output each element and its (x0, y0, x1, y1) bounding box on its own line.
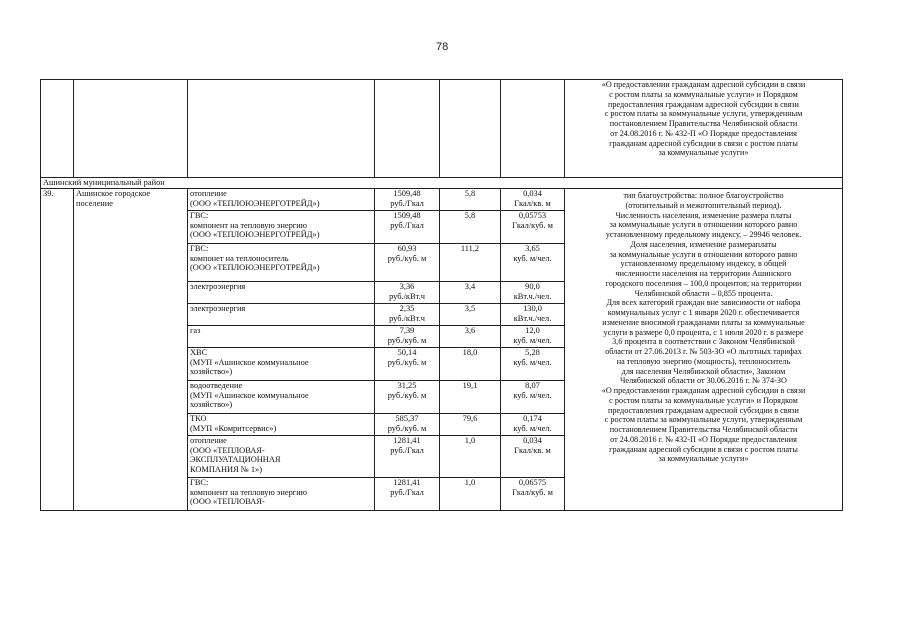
growth-percent: 111,2 (440, 244, 501, 282)
description-line: на тепловую энергию (мощность), теплоноситель (616, 356, 791, 366)
consumption-norm: 12,0 куб. м/чел. (501, 326, 565, 348)
basis-line: предоставления гражданам адресной субсидии в связи (608, 99, 799, 109)
service-name: ХВС (МУП «Ашинское коммунальное хозяйство») (188, 348, 375, 381)
basis-line: от 24.08.2016 г. № 432-П «О Порядке предоставления (610, 128, 797, 138)
consumption-norm: 130,0 кВт.ч./чел. (501, 304, 565, 326)
growth-percent: 18,0 (440, 348, 501, 381)
description-line: Численность населения, изменение размера платы (615, 210, 792, 220)
entry-description (565, 189, 843, 511)
tariff-value: 3,36 руб./кВт.ч (375, 282, 440, 304)
growth-percent: 1,0 (440, 478, 501, 511)
cell-empty (41, 80, 74, 178)
service-name: отопление (ООО «ТЕПЛОЮЭНЕРГОТРЕЙД») (188, 189, 375, 211)
tariff-value: 1509,48 руб./Гкал (375, 189, 440, 211)
growth-percent: 1,0 (440, 436, 501, 478)
tariff-table (40, 79, 843, 511)
description-line: Челябинской области от 30.06.2016 г. № 374-ЗО (620, 376, 787, 386)
tariff-value: 1281,41 руб./Гкал (375, 478, 440, 511)
service-row (41, 189, 843, 211)
tariff-value: 1281,41 руб./Гкал (375, 436, 440, 478)
basis-line: за коммунальные услуги» (658, 148, 749, 158)
basis-text-top (565, 80, 843, 178)
consumption-norm: 5,28 куб. м/чел. (501, 348, 565, 381)
description-line: установленному предельному индексу, – 29946 человек. (605, 230, 802, 239)
growth-percent: 79,6 (440, 414, 501, 436)
description-line: Челябинской области – 0,855 процента. (634, 288, 773, 298)
description-line: Доля населения, изменение размераплаты (630, 239, 777, 249)
service-name: ГВС: компонет на теплоноситель (ООО «ТЕПЛОЮЭНЕРГОТРЕЙД») (188, 244, 375, 282)
growth-percent: 5,8 (440, 189, 501, 211)
consumption-norm: 90,0 кВт.ч./чел. (501, 282, 565, 304)
description-line: тип благоустройства: полное благоустройство (623, 191, 784, 200)
cell-empty (375, 80, 440, 178)
tariff-value: 585,37 руб./куб. м (375, 414, 440, 436)
description-line: городского поселения – 100,0 процентов; на территории (605, 278, 802, 288)
description-line: (отопительный и межотопительный период). (625, 200, 782, 210)
tariff-value: 31,25 руб./куб. м (375, 381, 440, 414)
section-header-row (41, 178, 843, 189)
service-name: электроэнергия (188, 282, 375, 304)
municipality-name: Ашинское городское поселение (74, 189, 188, 511)
entry-number: 39. (41, 189, 74, 511)
continuation-row (41, 80, 843, 178)
cell-empty (501, 80, 565, 178)
page-number: 78 (436, 41, 449, 53)
cell-empty (440, 80, 501, 178)
description-line: с ростом платы за коммунальные услуги, утвержденным (604, 415, 803, 425)
description-line: Для всех категорий граждан вне зависимости от набора (606, 298, 801, 308)
section-title: Ашинский муниципальный район (41, 178, 843, 189)
tariff-value: 50,14 руб./куб. м (375, 348, 440, 381)
basis-line: «О предоставлении гражданам адресной субсидии в связи (601, 80, 806, 89)
basis-line: постановлением Правительства Челябинской области (609, 119, 798, 128)
description-line: области от 27.06.2013 г. № 503-ЗО «О льготных тарифах (605, 347, 802, 356)
basis-line: гражданам адресной субсидии в связи с ростом платы (609, 138, 798, 148)
basis-line: с ростом платы за коммунальные услуги, утвержденным (604, 109, 803, 119)
basis-line: с ростом платы за коммунальные услуги» и Порядком (609, 89, 798, 99)
description-line: с ростом платы за коммунальные услуги» и Порядком (609, 395, 798, 405)
consumption-norm: 0,034 Гкал/кв. м (501, 189, 565, 211)
description-line: численности населения на территории Ашинского (615, 269, 792, 278)
description-line: за коммунальные услуги в отношении которого равно (609, 220, 798, 230)
tariff-value: 60,93 руб./куб. м (375, 244, 440, 282)
consumption-norm: 8,07 куб. м/чел. (501, 381, 565, 414)
description-line: изменение вносимой гражданами платы за коммунальные (602, 317, 805, 327)
consumption-norm: 0,06575 Гкал/куб. м (501, 478, 565, 511)
growth-percent: 3,4 (440, 282, 501, 304)
growth-percent: 3,6 (440, 326, 501, 348)
description-line: гражданам адресной субсидии в связи с ростом платы (609, 444, 798, 454)
service-name: ГВС: компонент на тепловую энергию (ООО «ТЕПЛОВАЯ- (188, 478, 375, 511)
growth-percent: 19,1 (440, 381, 501, 414)
description-line: установленному предельному индексу, в общей (620, 259, 787, 269)
service-name: электроэнергия (188, 304, 375, 326)
tariff-value: 2,35 руб./кВт.ч (375, 304, 440, 326)
consumption-norm: 0,05753 Гкал/куб. м (501, 211, 565, 244)
cell-empty (188, 80, 375, 178)
description-line: постановлением Правительства Челябинской области (609, 425, 798, 434)
description-line: за коммунальные услуги» (658, 454, 749, 464)
tariff-value: 7,39 руб./куб. м (375, 326, 440, 348)
service-name: отопление (ООО «ТЕПЛОВАЯ- ЭКСПЛУАТАЦИОННАЯ КОМПАНИЯ № 1») (188, 436, 375, 478)
consumption-norm: 3,65 куб. м/чел. (501, 244, 565, 282)
description-line: за коммунальные услуги в отношении которого равно (609, 249, 798, 259)
service-name: ГВС: компонент на тепловую энергию (ООО «ТЕПЛОЮЭНЕРГОТРЕЙД») (188, 211, 375, 244)
service-name: газ (188, 326, 375, 348)
consumption-norm: 0,034 Гкал/кв. м (501, 436, 565, 478)
description-line: от 24.08.2016 г. № 432-П «О Порядке предоставления (610, 434, 797, 444)
description-line: 3,6 процента в соответствии с Законом Челябинской (612, 337, 795, 347)
service-name: водоотведение (МУП «Ашинское коммунальное хозяйство») (188, 381, 375, 414)
description-line: «О предоставлении гражданам адресной субсидии в связи (601, 386, 806, 395)
description-line: предоставления гражданам адресной субсидии в связи (608, 405, 799, 415)
description-line: для населения Челябинской области», Законом (621, 366, 786, 376)
growth-percent: 5,8 (440, 211, 501, 244)
growth-percent: 3,5 (440, 304, 501, 326)
consumption-norm: 0,174 куб. м/чел. (501, 414, 565, 436)
tariff-value: 1509,48 руб./Гкал (375, 211, 440, 244)
description-line: коммунальных услуг с 1 января 2020 г. обеспечивается (607, 308, 800, 317)
cell-empty (74, 80, 188, 178)
service-name: ТКО (МУП «Комритсервис») (188, 414, 375, 436)
description-line: услуги в размере 0,0 процента, с 1 июля 2020 г. в размере (603, 327, 804, 337)
